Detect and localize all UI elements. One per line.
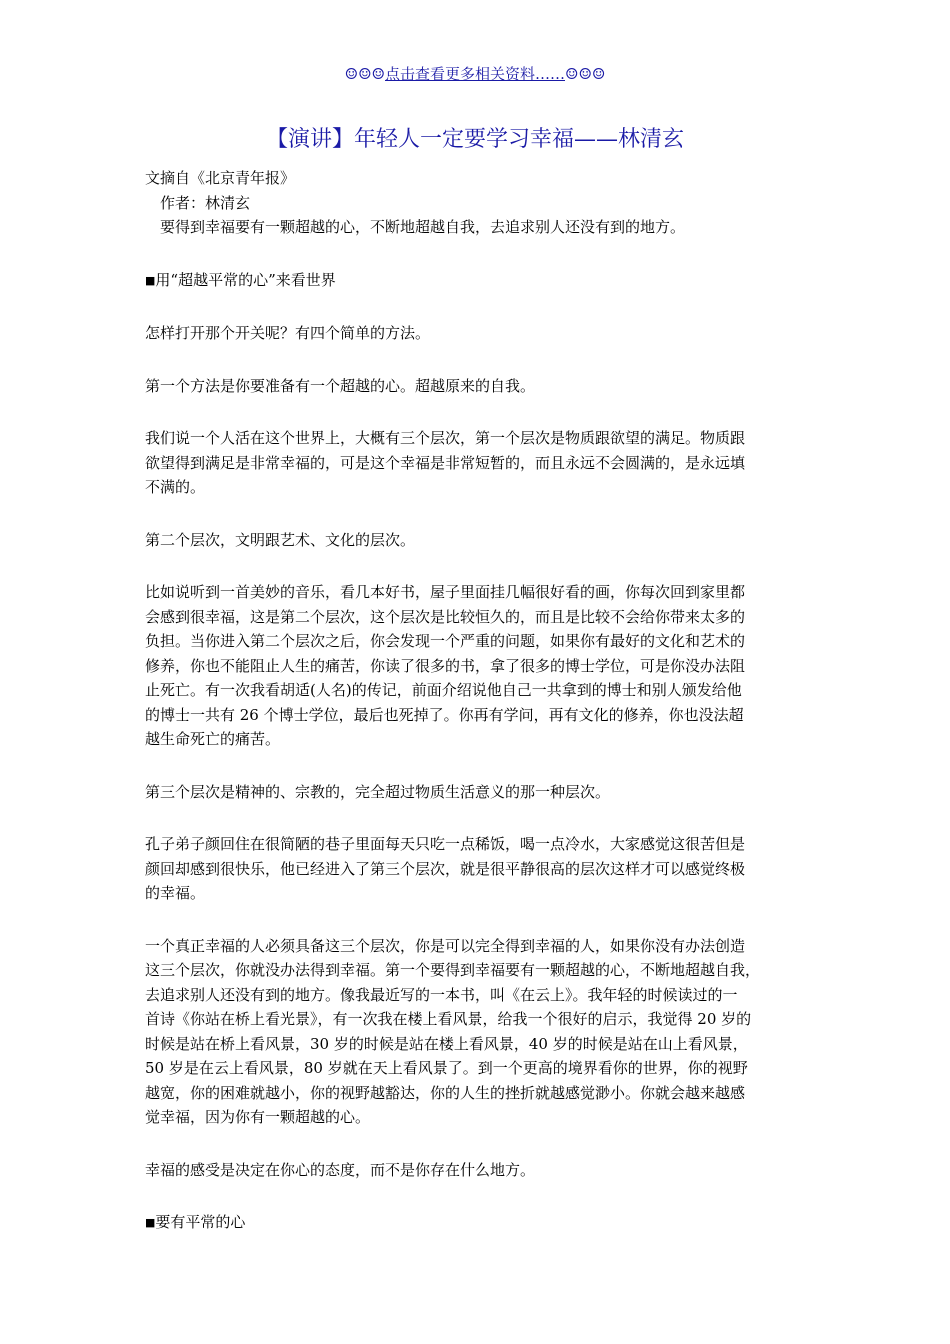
smiley-icons-right: ☺☺☺ <box>565 65 606 83</box>
paragraph-line: 时候是站在桥上看风景，30 岁的时候是站在楼上看风景，40 岁的时候是站在山上看风景， <box>145 1034 748 1053</box>
paragraph-line: 去追求别人还没有到的地方。像我最近写的一本书，叫《在云上》。我年轻的时候读过的一 <box>145 985 738 1004</box>
section-heading-1-text: 用“超越平常的心”来看世界 <box>155 270 336 289</box>
paragraph-5 <box>145 580 807 752</box>
paragraph-line: 怎样打开那个开关呢？有四个简单的方法。 <box>145 324 431 342</box>
smiley-icons-left: ☺☺☺ <box>344 65 385 83</box>
paragraph-line: 一个真正幸福的人必须具备这三个层次，你是可以完全得到幸福的人，如果你没有办法创造 <box>145 936 746 955</box>
paragraph-line: 觉幸福，因为你有一颗超越的心。 <box>145 1108 371 1126</box>
paragraph-8 <box>145 934 807 1130</box>
paragraph-line: 负担。当你进入第二个层次之后，你会发现一个严重的问题，如果你有最好的文化和艺术的 <box>145 632 746 650</box>
section-heading-2 <box>145 1210 807 1236</box>
source-line: 文摘自《北京青年报》 <box>145 169 296 187</box>
paragraph-9 <box>145 1158 807 1183</box>
paragraph-line: 孔子弟子颜回住在很简陋的巷子里面每天只吃一点稀饭，喝一点冷水，大家感觉这很苦但是 <box>145 835 746 853</box>
paragraph-line: 这三个层次，你就没办法得到幸福。第一个要得到幸福要有一颗超越的心，不断地超越自我， <box>145 961 761 979</box>
article-body <box>145 166 807 1236</box>
paragraph-line: 50 岁是在云上看风景，80 岁就在天上看风景了。到一个更高的境界看你的世界，你的视野 <box>145 1059 748 1077</box>
paragraph-4 <box>145 528 807 553</box>
paragraph-2 <box>145 374 807 399</box>
document-title: 【演讲】年轻人一定要学习幸福——林清玄 <box>265 127 684 152</box>
paragraph-line: 第一个方法是你要准备有一个超越的心。超越原来的自我。 <box>145 376 536 395</box>
lead-sentence: 要得到幸福要有一颗超越的心，不断地超越自我，去追求别人还没有到的地方。 <box>160 218 686 236</box>
paragraph-line: 比如说听到一首美妙的音乐，看几本好书，屋子里面挂几幅很好看的画，你每次回到家里都 <box>145 583 746 601</box>
paragraph-line: 我们说一个人活在这个世界上，大概有三个层次，第一个层次是物质跟欲望的满足。物质跟 <box>145 429 746 447</box>
paragraph-1 <box>145 321 807 346</box>
paragraph-line: 的博士一共有 26 个博士学位，最后也死掉了。你再有学问，再有文化的修养，你也没法超 <box>145 705 744 724</box>
paragraph-line: 首诗《你站在桥上看光景》，有一次我在楼上看风景，给我一个很好的启示，我觉得 20 岁的 <box>145 1010 752 1028</box>
paragraph-line: 不满的。 <box>145 478 206 496</box>
author-line: 作者：林清玄 <box>160 193 251 212</box>
paragraph-line: 幸福的感受是决定在你心的态度，而不是你存在什么地方。 <box>145 1160 536 1179</box>
paragraph-line: 的幸福。 <box>145 884 206 902</box>
paragraph-line: 第二个层次，文明跟艺术、文化的层次。 <box>145 530 416 549</box>
paragraph-6 <box>145 780 807 805</box>
paragraph-line: 修养，你也不能阻止人生的痛苦，你读了很多的书，拿了很多的博士学位，可是你没办法阻 <box>145 656 746 675</box>
more-resources-line <box>0 64 950 84</box>
section-heading-2-text: 要有平常的心 <box>155 1213 246 1231</box>
paragraph-line: 第三个层次是精神的、宗教的，完全超过物质生活意义的那一种层次。 <box>145 782 611 801</box>
paragraph-3 <box>145 426 807 500</box>
paragraph-line: 越宽，你的困难就越小，你的视野越豁达，你的人生的挫折就越感觉渺小。你就会越来越感 <box>145 1083 746 1102</box>
paragraph-7 <box>145 832 807 906</box>
paragraph-line: 欲望得到满足是非常幸福的，可是这个幸福是非常短暂的，而且永远不会圆满的，是永远填 <box>145 453 746 472</box>
paragraph-line: 颜回却感到很快乐，他已经进入了第三个层次，就是很平静很高的层次这样才可以感觉终极 <box>145 859 746 878</box>
paragraph-line: 越生命死亡的痛苦。 <box>145 730 281 748</box>
paragraph-line: 止死亡。有一次我看胡适(人名)的传记，前面介绍说他自己一共拿到的博士和别人颁发给他 <box>145 681 742 699</box>
square-bullet-icon: ■ <box>145 1216 156 1229</box>
more-resources-link[interactable]: 点击查看更多相关资料…… <box>384 65 565 83</box>
paragraph-line: 会感到很幸福，这是第二个层次，这个层次是比较恒久的，而且是比较不会给你带来太多的 <box>145 607 746 626</box>
square-bullet-icon: ■ <box>145 273 156 287</box>
section-heading-1 <box>145 268 807 294</box>
